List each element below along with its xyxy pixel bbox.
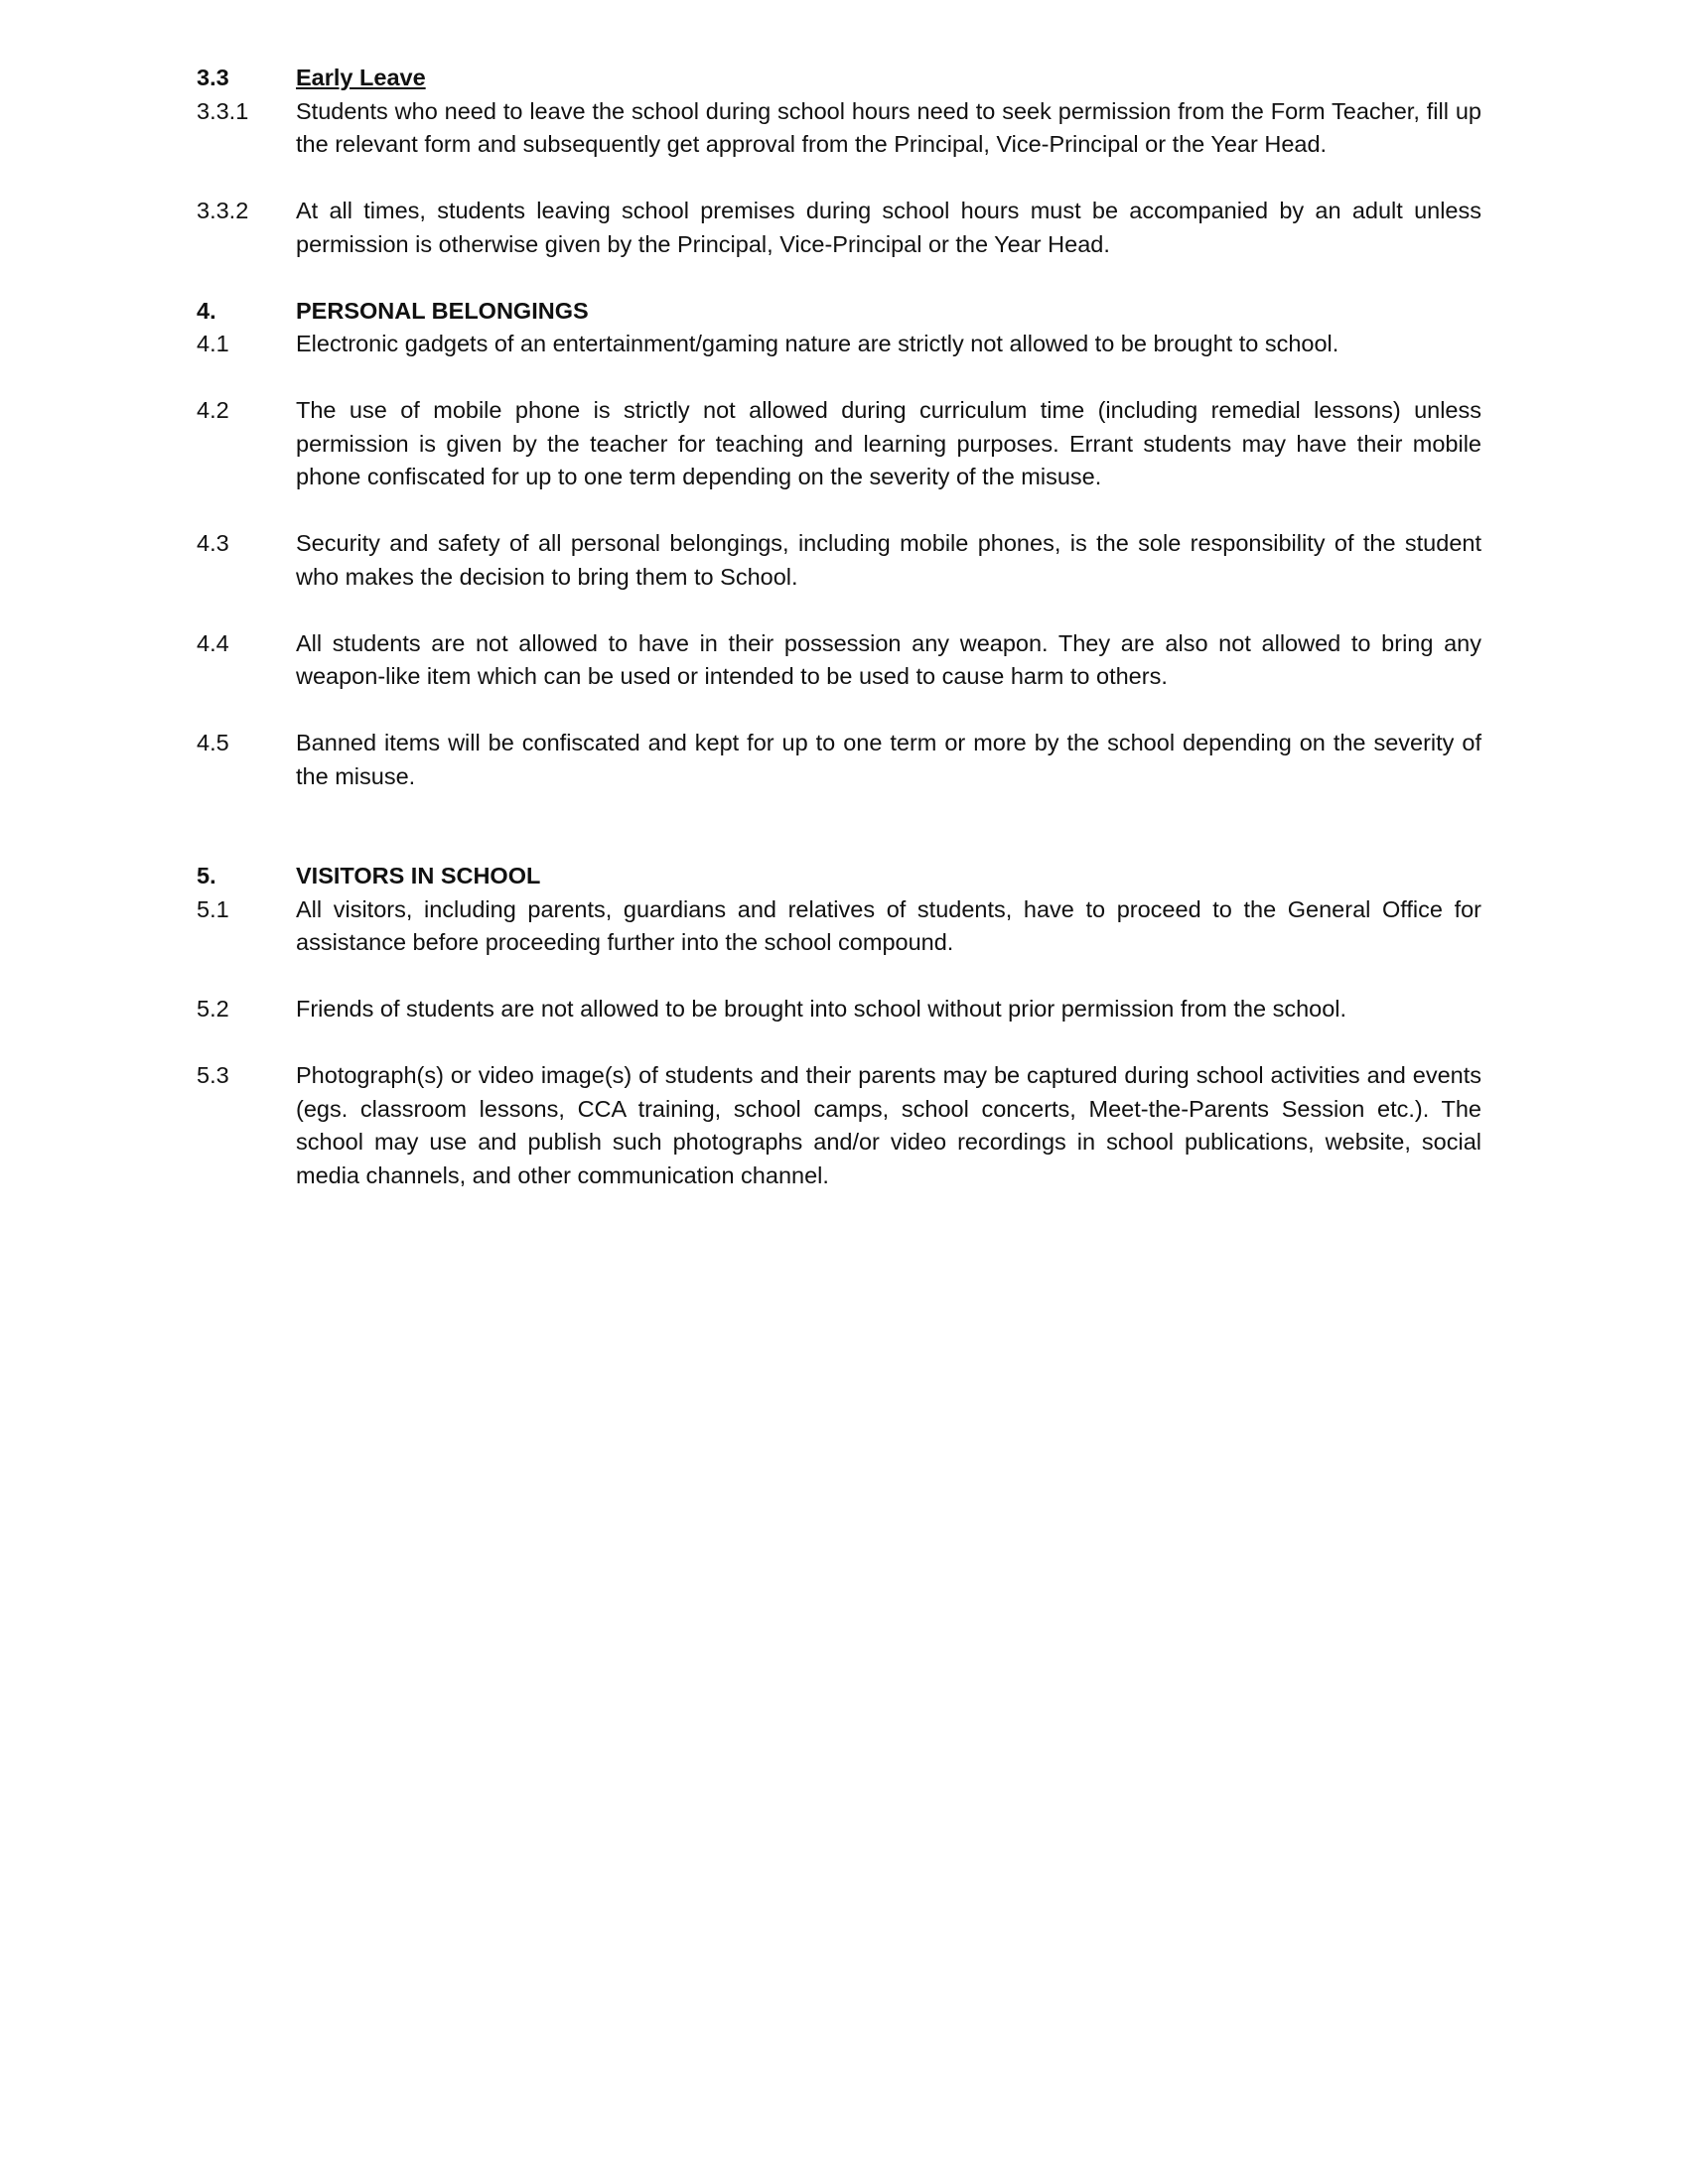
section-number: 4.	[197, 297, 216, 324]
section-title: VISITORS IN SCHOOL	[296, 863, 541, 888]
document-body	[197, 62, 1481, 1226]
clause-text: Students who need to leave the school during school hours need to seek permission from the Form Teacher, fill up the relevant form and subsequently get approval from the Principal, Vice-Principal or the Year Head.	[296, 97, 1481, 157]
clause-number: 4.5	[197, 730, 229, 755]
clause-5-2	[197, 993, 1481, 1026]
clause-text: Security and safety of all personal belongings, including mobile phones, is the sole responsibility of the student who makes the decision to bring them to School.	[296, 530, 1481, 590]
section-number: 5.	[197, 863, 216, 888]
section-spacer	[197, 827, 1481, 861]
clause-text: Banned items will be confiscated and kept for up to one term or more by the school depending on the severity of the misuse.	[296, 730, 1481, 789]
clause-number: 4.1	[197, 331, 229, 356]
clause-5-1	[197, 893, 1481, 960]
section-title: Early Leave	[296, 65, 426, 90]
clause-number: 4.4	[197, 629, 229, 656]
clause-4-2	[197, 394, 1481, 494]
clause-text: At all times, students leaving school premises during school hours must be accompanied by an adult unless permission is otherwise given by the Principal, Vice-Principal or the Year Head.	[296, 198, 1481, 257]
clause-number: 4.3	[197, 530, 229, 556]
clause-number: 3.3.2	[197, 198, 249, 223]
clause-4-4	[197, 627, 1481, 694]
clause-text: The use of mobile phone is strictly not allowed during curriculum time (including remedial lessons) unless permission is given by the teacher for teaching and learning purposes. Errant students may have their mobile phone confiscated for up to one term depending on the severity of the misuse.	[296, 397, 1481, 489]
section-heading-personal-belongings	[197, 295, 1481, 329]
clause-text: Electronic gadgets of an entertainment/gaming nature are strictly not allowed to be brought to school.	[296, 331, 1339, 356]
clause-text: All students are not allowed to have in their possession any weapon. They are also not allowed to bring any weapon-like item which can be used or intended to be used to cause harm to others.	[296, 629, 1481, 689]
clause-4-3	[197, 527, 1481, 594]
clause-number: 4.2	[197, 397, 229, 423]
section-number: 3.3	[197, 65, 229, 90]
section-heading-early-leave	[197, 62, 1481, 95]
clause-text: All visitors, including parents, guardians and relatives of students, have to proceed to the General Office for assistance before proceeding further into the school compound.	[296, 895, 1481, 955]
clause-number: 5.3	[197, 1062, 229, 1088]
clause-number: 5.1	[197, 895, 229, 922]
clause-text: Friends of students are not allowed to be brought into school without prior permission from the school.	[296, 996, 1347, 1022]
clause-number: 5.2	[197, 996, 229, 1022]
clause-4-1	[197, 328, 1481, 361]
section-heading-visitors-in-school	[197, 860, 1481, 893]
clause-3-3-1	[197, 95, 1481, 162]
section-title: PERSONAL BELONGINGS	[296, 297, 589, 324]
clause-text: Photograph(s) or video image(s) of students and their parents may be captured during school activities and events (egs. classroom lessons, CCA training, school camps, school concerts, Meet-the-Parents Session etc.). The school may use and publish such photographs and/or video recordings in school publications, website, social media channels, and other communication channel.	[296, 1062, 1481, 1188]
clause-3-3-2	[197, 195, 1481, 261]
clause-number: 3.3.1	[197, 97, 249, 124]
clause-5-3	[197, 1059, 1481, 1192]
clause-4-5	[197, 727, 1481, 793]
